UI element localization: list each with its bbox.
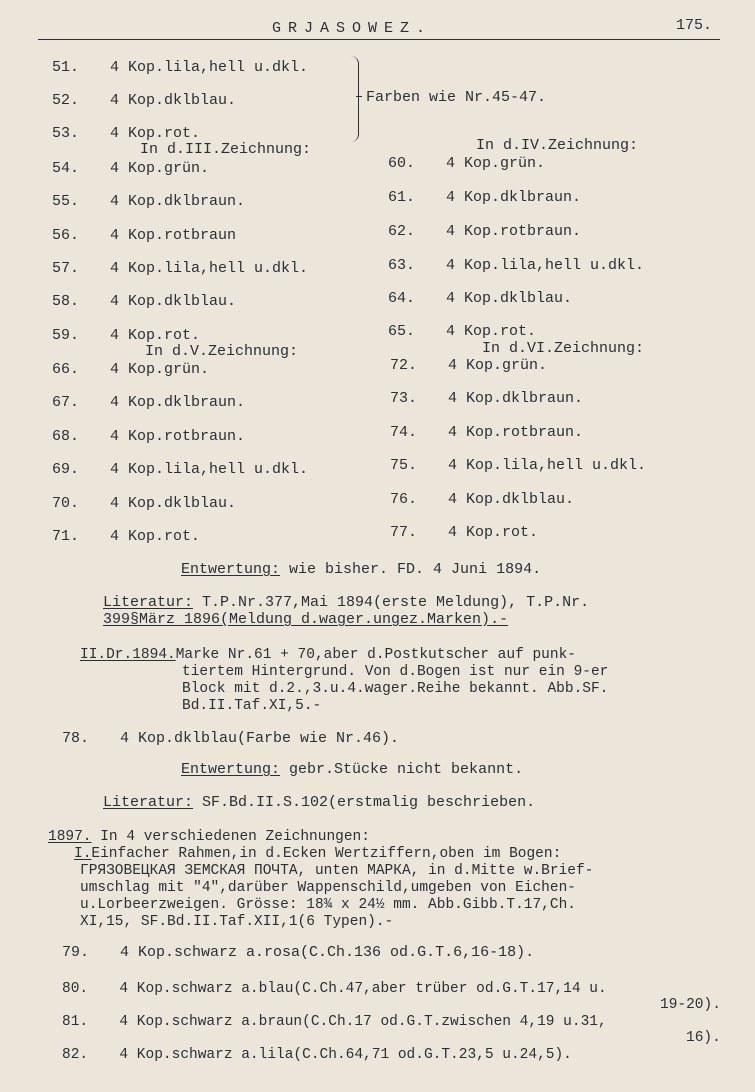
list-item: 81. 4 Kop.schwarz a.braun(C.Ch.17 od.G.T.zwischen 4,19 u.31, xyxy=(62,1014,607,1030)
section-heading: In d.VI.Zeichnung: xyxy=(482,340,645,357)
list-item: 65. 4 Kop.rot. xyxy=(388,323,537,340)
list-item: 66. 4 Kop.grün. xyxy=(52,361,210,378)
list-item: 77. 4 Kop.rot. xyxy=(390,524,539,541)
page-number: 175. xyxy=(676,17,713,34)
literature-note: Literatur: T.P.Nr.377,Mai 1894(erste Meldung), T.P.Nr. xyxy=(103,594,590,611)
section-heading: In d.III.Zeichnung: xyxy=(140,141,312,158)
design-description-line: umschlag mit "4",darüber Wappenschild,umgeben von Eichen- xyxy=(80,880,576,896)
list-item: 52. 4 Kop.dklblau. xyxy=(52,92,237,109)
brace-tip xyxy=(356,96,362,97)
list-item: 64. 4 Kop.dklblau. xyxy=(388,290,573,307)
list-item: 74. 4 Kop.rotbraun. xyxy=(390,424,584,441)
cancellation-note: Entwertung: gebr.Stücke nicht bekannt. xyxy=(181,761,524,778)
brace xyxy=(344,56,359,142)
list-item: 79. 4 Kop.schwarz a.rosa(C.Ch.136 od.G.T.6,16-18). xyxy=(62,944,535,961)
list-item: 72. 4 Kop.grün. xyxy=(390,357,548,374)
list-item: 76. 4 Kop.dklblau. xyxy=(390,491,575,508)
list-item: 51. 4 Kop.lila,hell u.dkl. xyxy=(52,59,309,76)
list-item-continuation: 16). xyxy=(686,1030,721,1046)
list-item: 55. 4 Kop.dklbraun. xyxy=(52,193,246,210)
printing-note: II.Dr.1894.Marke Nr.61 + 70,aber d.Postkutscher auf punk- xyxy=(80,647,576,663)
printing-note-line: Bd.II.Taf.XI,5.- xyxy=(182,698,322,714)
printing-note-line: Block mit d.2.,3.u.4.wager.Reihe bekannt. Abb.SF. xyxy=(182,681,609,697)
list-item: 75. 4 Kop.lila,hell u.dkl. xyxy=(390,457,647,474)
design-description-line: ГРЯЗОВЕЦКАЯ ЗЕМСКАЯ ПОЧТА, unten МАРКА, in d.Mitte w.Brief- xyxy=(80,863,594,879)
design-description-line: u.Lorbeerzweigen. Grösse: 18¾ x 24½ mm. Abb.Gibb.T.17,Ch. xyxy=(80,897,576,913)
list-item: 82. 4 Kop.schwarz a.lila(C.Ch.64,71 od.G.T.23,5 u.24,5). xyxy=(62,1047,572,1063)
design-description-line: XI,15, SF.Bd.II.Taf.XII,1(6 Typen).- xyxy=(80,914,394,930)
literature-note-line: 399§März 1896(Meldung d.wager.ungez.Marken).- xyxy=(103,611,509,628)
header-rule xyxy=(38,39,720,40)
page-header-title: GRJASOWEZ. xyxy=(272,20,433,37)
list-item: 80. 4 Kop.schwarz a.blau(C.Ch.47,aber trüber od.G.T.17,14 u. xyxy=(62,981,607,997)
list-item: 70. 4 Kop.dklblau. xyxy=(52,495,237,512)
cancellation-note: Entwertung: wie bisher. FD. 4 Juni 1894. xyxy=(181,561,542,578)
list-item: 73. 4 Kop.dklbraun. xyxy=(390,390,584,407)
list-item: 58. 4 Kop.dklblau. xyxy=(52,293,237,310)
year-heading: 1897. In 4 verschiedenen Zeichnungen: xyxy=(48,829,370,845)
list-item: 53. 4 Kop.rot. xyxy=(52,125,201,142)
list-item: 61. 4 Kop.dklbraun. xyxy=(388,189,582,206)
list-item: 69. 4 Kop.lila,hell u.dkl. xyxy=(52,461,309,478)
section-heading: In d.V.Zeichnung: xyxy=(145,343,299,360)
list-item: 67. 4 Kop.dklbraun. xyxy=(52,394,246,411)
list-item: 63. 4 Kop.lila,hell u.dkl. xyxy=(388,257,645,274)
list-item-continuation: 19-20). xyxy=(660,997,721,1013)
printing-note-line: tiertem Hintergrund. Von d.Bogen ist nur ein 9-er xyxy=(182,664,609,680)
list-item: 68. 4 Kop.rotbraun. xyxy=(52,428,246,445)
list-item: 57. 4 Kop.lila,hell u.dkl. xyxy=(52,260,309,277)
list-item: 54. 4 Kop.grün. xyxy=(52,160,210,177)
list-item: 71. 4 Kop.rot. xyxy=(52,528,201,545)
list-item: 62. 4 Kop.rotbraun. xyxy=(388,223,582,240)
list-item: 59. 4 Kop.rot. xyxy=(52,327,201,344)
section-heading: In d.IV.Zeichnung: xyxy=(476,137,639,154)
list-item: 56. 4 Kop.rotbraun xyxy=(52,227,237,244)
brace-note: Farben wie Nr.45-47. xyxy=(366,89,547,106)
literature-note: Literatur: SF.Bd.II.S.102(erstmalig beschrieben. xyxy=(103,794,536,811)
list-item: 60. 4 Kop.grün. xyxy=(388,155,546,172)
design-description: I.Einfacher Rahmen,in d.Ecken Wertziffern,oben im Bogen: xyxy=(74,846,562,862)
list-item: 78. 4 Kop.dklblau(Farbe wie Nr.46). xyxy=(62,730,400,747)
